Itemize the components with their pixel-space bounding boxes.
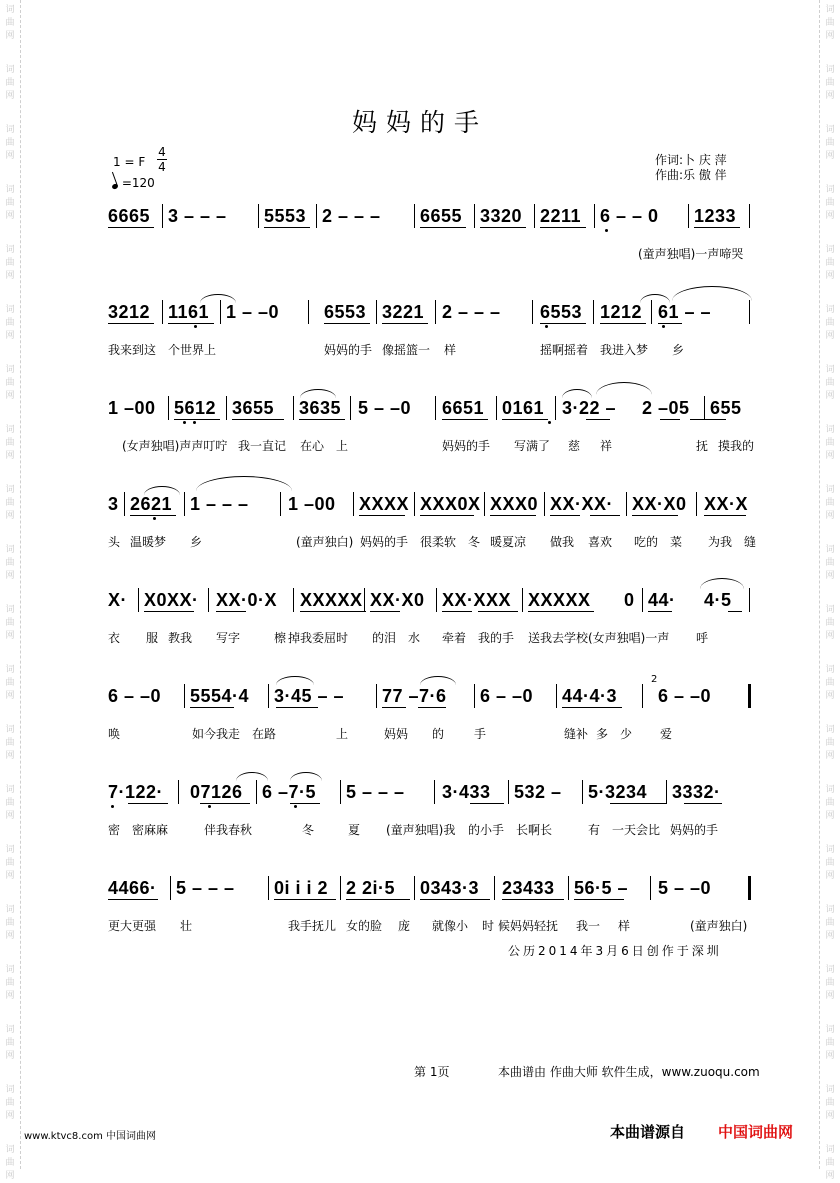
- lyric: 菜: [670, 535, 683, 549]
- lyric: (童声独白): [296, 535, 354, 549]
- lyric: 摸我的: [718, 439, 755, 453]
- watermark-text: 词 曲 网: [5, 365, 15, 401]
- lyric: 夏: [348, 823, 361, 837]
- notation-row-7: [108, 780, 750, 804]
- watermark-text: 词 曲 网: [825, 665, 835, 701]
- lyric: 摇啊摇着: [540, 343, 589, 357]
- watermark-text: 词 曲 网: [5, 1025, 15, 1061]
- lyric: 牵着: [442, 631, 467, 645]
- lyric: 妈妈的手: [670, 823, 719, 837]
- lyric: (女声独唱)一声: [588, 631, 670, 645]
- notation-row-4: [108, 492, 750, 516]
- lyrics-row-6: [108, 725, 758, 741]
- lyric: 女的脸: [346, 919, 383, 933]
- credits: [655, 153, 727, 183]
- lyric: 我一直记: [238, 439, 287, 453]
- watermark-text: 词 曲 网: [825, 425, 835, 461]
- lyric: 水: [408, 631, 421, 645]
- watermark-text: 词 曲 网: [5, 605, 15, 641]
- lyric: 庞: [398, 919, 411, 933]
- lyric: (童声独白): [690, 919, 748, 933]
- measure: 0161: [502, 398, 545, 418]
- lyric: 做我: [550, 535, 575, 549]
- lyrics-row-4: [108, 533, 758, 549]
- lyric: 一天会比: [612, 823, 661, 837]
- measure: 1 –00: [288, 494, 336, 514]
- measure: 6 – – 0: [600, 206, 659, 226]
- measure: 3212: [108, 302, 151, 322]
- watermark-text: 词 曲 网: [825, 185, 835, 221]
- lyric: 唤: [108, 727, 121, 741]
- measure: 2 – – –: [322, 206, 381, 226]
- grace-note: 2: [651, 674, 658, 685]
- watermark-text: 词 曲 网: [825, 125, 835, 161]
- lyrics-row-3: [108, 437, 758, 453]
- measure: 3332·: [672, 782, 721, 802]
- measure: 23433: [502, 878, 555, 898]
- lyric: 候妈妈轻抚: [498, 919, 559, 933]
- measure: 5 – – –: [176, 878, 235, 898]
- measure: 44·4·3: [562, 686, 618, 706]
- measure: 2 – – –: [442, 302, 501, 322]
- measure: 6655: [420, 206, 463, 226]
- time-signature-bottom: 4: [158, 160, 166, 174]
- lyric: 的: [432, 727, 445, 741]
- measure: 5 – –0: [358, 398, 412, 418]
- lyric: 妈妈: [384, 727, 409, 741]
- key-signature: 1 = F: [113, 155, 146, 169]
- measure: 6651: [442, 398, 485, 418]
- watermark-text: 词 曲 网: [825, 365, 835, 401]
- measure: 5·3234: [588, 782, 648, 802]
- time-signature: [157, 146, 167, 173]
- lyric: 样: [618, 919, 631, 933]
- measure: 1 – – –: [190, 494, 249, 514]
- watermark-text: 词 曲 网: [5, 965, 15, 1001]
- watermark-text: 词 曲 网: [825, 605, 835, 641]
- watermark-text: 词 曲 网: [825, 245, 835, 281]
- lyric: 在心: [300, 439, 325, 453]
- lyric: 冬: [468, 535, 481, 549]
- watermark-text: 词 曲 网: [5, 545, 15, 581]
- lyrics-row-7: [108, 821, 758, 837]
- lyric: 温暖梦: [130, 535, 167, 549]
- lyric: 抚: [696, 439, 709, 453]
- measure: 1 – –0: [226, 302, 280, 322]
- notation-row-5: [108, 588, 750, 612]
- lyric: 送我去学校: [528, 631, 589, 645]
- measure: XXXX: [359, 494, 410, 514]
- lyric: 衣: [108, 631, 121, 645]
- watermark-text: 词 曲 网: [825, 905, 835, 941]
- lyric: 妈妈的手: [324, 343, 373, 357]
- measure: 07126: [190, 782, 243, 802]
- lyric: 缝: [744, 535, 757, 549]
- lyric: 如今我走: [192, 727, 241, 741]
- lyric: 我一: [576, 919, 601, 933]
- measure: 1212: [600, 302, 643, 322]
- lyric: (女声独唱)声声叮咛: [122, 439, 228, 453]
- watermark-text: 词 曲 网: [825, 1085, 835, 1121]
- watermark-text: 词 曲 网: [5, 665, 15, 701]
- measure: 3·22 –: [562, 398, 617, 418]
- lyric: 伴我春秋: [204, 823, 253, 837]
- lyric: 我来到这: [108, 343, 157, 357]
- measure: 2 2i·5: [346, 878, 396, 898]
- lyric: 多: [596, 727, 609, 741]
- lyric: 祥: [600, 439, 613, 453]
- watermark-text: 词 曲 网: [825, 5, 835, 41]
- measure: 5554·4: [190, 686, 250, 706]
- lyric: 呼: [696, 631, 709, 645]
- lyric: 上: [336, 439, 349, 453]
- watermark-text: 词 曲 网: [825, 965, 835, 1001]
- lyric: 的小手: [468, 823, 505, 837]
- measure: 6665: [108, 206, 151, 226]
- lyric: 就像小: [432, 919, 469, 933]
- measure: XX·0·X: [216, 590, 278, 610]
- lyric: 喜欢: [588, 535, 613, 549]
- quarter-note-icon: [111, 183, 118, 190]
- lyric: 我进入梦: [600, 343, 649, 357]
- lyric: 我的手: [478, 631, 515, 645]
- lyrics-row-2: [108, 341, 758, 357]
- watermark-text: 词 曲 网: [5, 785, 15, 821]
- measure: 3 – – –: [168, 206, 227, 226]
- measure: 532 –: [514, 782, 562, 802]
- lyric: 在路: [252, 727, 277, 741]
- watermark-text: 词 曲 网: [5, 185, 15, 221]
- lyrics-row-8: [108, 917, 758, 933]
- lyric: 少: [620, 727, 633, 741]
- measure: 3: [108, 494, 119, 514]
- measure: 5612: [174, 398, 217, 418]
- measure: XX·X0: [632, 494, 687, 514]
- measure: 0343·3: [420, 878, 480, 898]
- watermark-text: 词 曲 网: [825, 545, 835, 581]
- measure: 4·5: [704, 590, 732, 610]
- watermark-text: 词 曲 网: [5, 245, 15, 281]
- tempo-marking: [112, 176, 155, 190]
- measure: 4466·: [108, 878, 157, 898]
- measure: XXXXX: [528, 590, 591, 610]
- measure: 2211: [540, 206, 582, 226]
- measure: 1233: [694, 206, 737, 226]
- lyric: 上: [336, 727, 349, 741]
- composition-date: 公历2014年3月6日创作于深圳: [508, 944, 722, 958]
- notation-row-1: [108, 204, 750, 228]
- page-number: 第 1页: [414, 1065, 450, 1079]
- song-title: 妈妈的手: [351, 108, 488, 137]
- measure: 6 – –0: [658, 686, 712, 706]
- watermark-text: 词 曲 网: [5, 5, 15, 41]
- notation-row-6: [108, 674, 750, 708]
- watermark-text: 词 曲 网: [5, 845, 15, 881]
- watermark-text: 词 曲 网: [5, 485, 15, 521]
- lyric: 长啊长: [516, 823, 553, 837]
- measure: 0: [624, 590, 635, 610]
- lyric: 妈妈的手: [360, 535, 409, 549]
- lyric: 写字: [216, 631, 241, 645]
- generator-note: 本曲谱由 作曲大师 软件生成，www.zuoqu.com: [498, 1065, 760, 1079]
- notation-row-3: [108, 396, 750, 420]
- lyric: 个世界上: [168, 343, 217, 357]
- watermark-text: 词 曲 网: [825, 725, 835, 761]
- measure: 3320: [480, 206, 523, 226]
- measure: 3655: [232, 398, 275, 418]
- measure: 6 – –0: [108, 686, 162, 706]
- measure: 5553: [264, 206, 307, 226]
- lyric: 的泪: [372, 631, 397, 645]
- lyrics-row-5: [108, 629, 758, 645]
- lyric: 爱: [660, 727, 673, 741]
- lyric: 檫: [274, 631, 287, 645]
- measure: 61 – –: [658, 302, 712, 322]
- watermark-text: 词 曲 网: [5, 725, 15, 761]
- composer: 作曲:乐 傲 伴: [655, 168, 727, 182]
- lyric: 很柔软: [420, 535, 457, 549]
- measure: 1161: [168, 302, 210, 322]
- measure: XX·X: [704, 494, 749, 514]
- lyric: 乡: [190, 535, 203, 549]
- lyric: (童声独唱)一声啼哭: [638, 247, 744, 261]
- lyric: 服: [146, 631, 159, 645]
- lyric: 壮: [180, 919, 193, 933]
- watermark-text: 词 曲 网: [5, 425, 15, 461]
- lyric: 更大更强: [108, 919, 157, 933]
- watermark-text: 词 曲 网: [5, 905, 15, 941]
- lyric: 密: [108, 823, 121, 837]
- lyric: 写满了: [514, 439, 551, 453]
- measure: X·: [108, 590, 127, 610]
- watermark-text: 词 曲 网: [825, 845, 835, 881]
- lyric: 手: [474, 727, 487, 741]
- lyric: 缝补: [564, 727, 589, 741]
- lyric: 妈妈的手: [442, 439, 491, 453]
- measure: 1 –00: [108, 398, 156, 418]
- measure: 6 –7·5: [262, 782, 317, 802]
- notation-row-2: [108, 300, 750, 324]
- measure: 5 – – –: [346, 782, 405, 802]
- measure: 6553: [540, 302, 583, 322]
- watermark-text: 词 曲 网: [825, 305, 835, 341]
- watermark-text: 词 曲 网: [5, 1145, 15, 1181]
- watermark-text: 词 曲 网: [825, 1145, 835, 1181]
- measure: 655: [710, 398, 742, 418]
- lyric: 教我: [168, 631, 193, 645]
- watermark-text: 词 曲 网: [5, 1085, 15, 1121]
- time-signature-top: 4: [158, 145, 166, 159]
- lyric: 时: [482, 919, 495, 933]
- measure: XX·X0: [370, 590, 425, 610]
- lyric: 样: [444, 343, 457, 357]
- measure: XX·XXX: [442, 590, 512, 610]
- measure: 44·: [648, 590, 676, 610]
- measure: XXX0X: [420, 494, 481, 514]
- watermark-text: 词 曲 网: [5, 305, 15, 341]
- notation-row-8: [108, 876, 750, 900]
- site-link[interactable]: www.ktvc8.com 中国词曲网: [24, 1131, 157, 1142]
- lyric: 吃的: [634, 535, 659, 549]
- measure: 0i i i 2: [274, 878, 329, 898]
- measure: 5 – –0: [658, 878, 712, 898]
- measure: 3635: [299, 398, 342, 418]
- watermark-text: 词 曲 网: [825, 785, 835, 821]
- lyric: (童声独唱)我: [386, 823, 456, 837]
- lyric: 像摇篮一: [382, 343, 431, 357]
- watermark-text: 词 曲 网: [825, 65, 835, 101]
- lyric: 乡: [672, 343, 685, 357]
- source-name[interactable]: 中国词曲网: [718, 1123, 794, 1141]
- lyric: 慈: [568, 439, 581, 453]
- watermark-text: 词 曲 网: [825, 485, 835, 521]
- lyric: 我手抚儿: [288, 919, 337, 933]
- measure: 7·122·: [108, 782, 164, 802]
- lyrics-row-1: [108, 245, 758, 261]
- measure: XXX0: [490, 494, 539, 514]
- measure: 2621: [130, 494, 173, 514]
- measure: 3221: [382, 302, 425, 322]
- lyricist: 作词:卜 庆 萍: [655, 153, 727, 167]
- lyric: 为我: [708, 535, 733, 549]
- measure: XXXXX: [300, 590, 363, 610]
- lyric: 掉我委屈时: [288, 631, 349, 645]
- measure: 2 –05: [642, 398, 690, 418]
- measure: 3·45 – –: [274, 686, 345, 706]
- tempo-value: =120: [121, 176, 155, 190]
- measure: 6 – –0: [480, 686, 534, 706]
- source-label: 本曲谱源自: [610, 1123, 686, 1141]
- measure: 6553: [324, 302, 367, 322]
- watermark-text: 词 曲 网: [5, 125, 15, 161]
- lyric: 冬: [302, 823, 315, 837]
- measure: XX·XX·: [550, 494, 614, 514]
- measure: X0XX·: [144, 590, 199, 610]
- watermark-text: 词 曲 网: [825, 1025, 835, 1061]
- lyric: 头: [108, 535, 121, 549]
- lyric: 密麻麻: [132, 823, 169, 837]
- watermark-text: 词 曲 网: [5, 65, 15, 101]
- lyric: 暖夏凉: [490, 535, 527, 549]
- measure: 3·433: [442, 782, 491, 802]
- measure: 56·5 –: [574, 878, 629, 898]
- measure: 77 –7·6: [382, 686, 447, 706]
- lyric: 有: [588, 823, 601, 837]
